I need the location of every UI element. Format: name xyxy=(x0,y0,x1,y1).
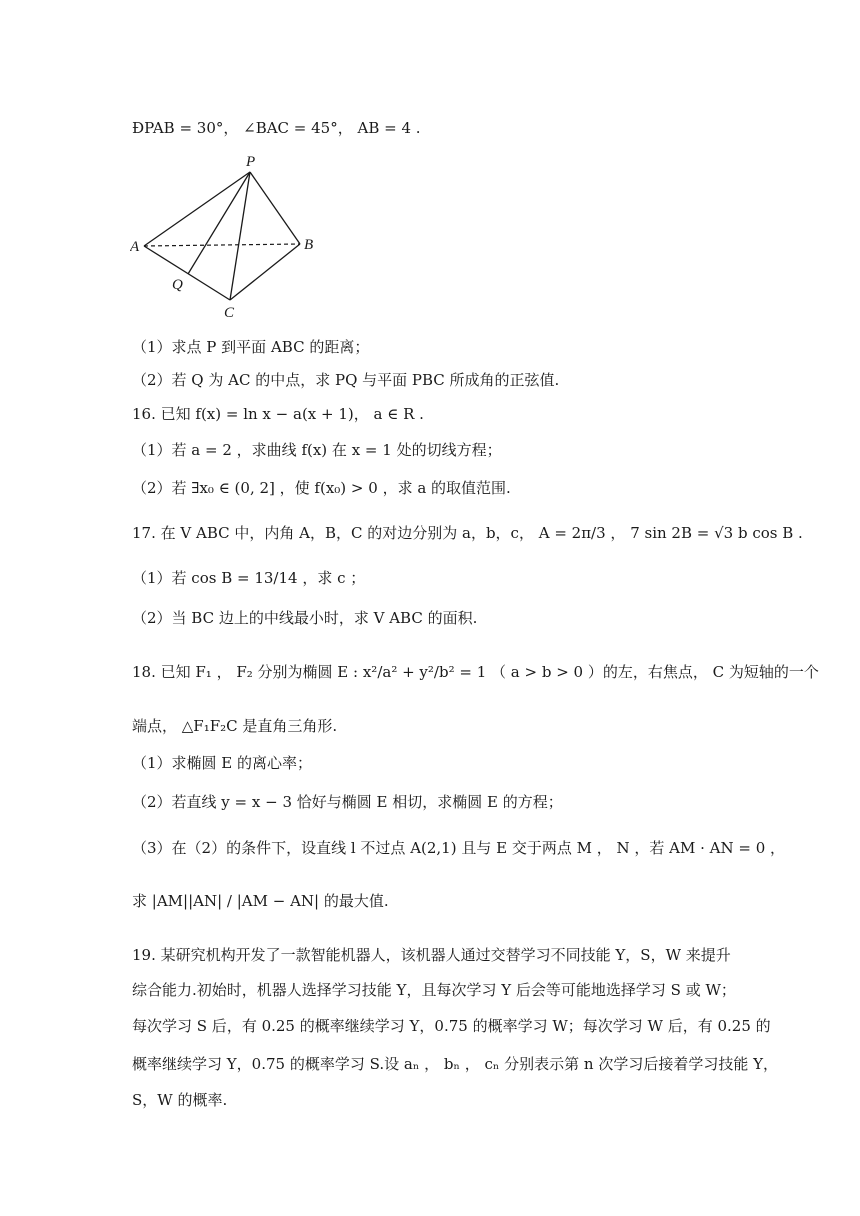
edge-pb xyxy=(250,172,300,244)
edge-ac xyxy=(144,246,230,300)
edge-pq xyxy=(188,172,250,274)
q18-part2: （2）若直线 y = x − 3 恰好与椭圆 E 相切，求椭圆 E 的方程； xyxy=(132,793,563,811)
q19-line5: S，W 的概率. xyxy=(132,1091,228,1109)
q18-stem-cont: 端点， △F₁F₂C 是直角三角形. xyxy=(132,717,338,735)
edge-pa xyxy=(144,172,250,246)
q19-stem: 19. 某研究机构开发了一款智能机器人，该机器人通过交替学习不同技能 Y，S，W 来提升 xyxy=(132,946,731,964)
edge-pc xyxy=(230,172,250,300)
label-c: C xyxy=(224,305,235,320)
q18-stem: 18. 已知 F₁ ， F₂ 分别为椭圆 E : x²/a² + y²/b² = 1 （ a > b > 0 ）的左，右焦点， C 为短轴的一个 xyxy=(132,663,819,681)
label-a: A xyxy=(130,239,140,255)
q19-line2: 综合能力.初始时，机器人选择学习技能 Y，且每次学习 Y 后会等可能地选择学习 S 或 W； xyxy=(132,981,736,999)
condition-line: ÐPAB = 30°， ∠BAC = 45°， AB = 4 . xyxy=(132,119,421,137)
q18-part3: （3）在（2）的条件下，设直线 l 不过点 A(2,1) 且与 E 交于两点 M ， N ，若 AM · AN = 0 ， xyxy=(132,839,786,857)
label-b: B xyxy=(304,237,314,253)
pyramid-figure xyxy=(130,150,320,320)
q17-part2: （2）当 BC 边上的中线最小时，求 V ABC 的面积. xyxy=(132,609,478,627)
q16-part1: （1）若 a = 2 ，求曲线 f(x) 在 x = 1 处的切线方程； xyxy=(132,441,502,459)
label-p: P xyxy=(246,154,256,170)
q19-line3: 每次学习 S 后，有 0.25 的概率继续学习 Y，0.75 的概率学习 W；每次学习 W 后，有 0.25 的 xyxy=(132,1017,771,1035)
q17-stem: 17. 在 V ABC 中，内角 A，B，C 的对边分别为 a，b，c， A = 2π/3 ， 7 sin 2B = √3 b cos B . xyxy=(132,524,803,542)
label-q: Q xyxy=(172,277,183,293)
q19-line4: 概率继续学习 Y，0.75 的概率学习 S.设 aₙ ， bₙ ， cₙ 分别表示第 n 次学习后接着学习技能 Y， xyxy=(132,1055,779,1073)
edge-ab-hidden xyxy=(144,244,300,246)
edge-bc xyxy=(230,244,300,300)
q16-part2: （2）若 ∃x₀ ∈ (0, 2] ，使 f(x₀) > 0 ，求 a 的取值范围. xyxy=(132,479,511,497)
q15-part1: （1）求点 P 到平面 ABC 的距离； xyxy=(132,338,370,356)
q17-part1: （1）若 cos B = 13/14 ，求 c ； xyxy=(132,569,366,587)
q15-part2: （2）若 Q 为 AC 的中点，求 PQ 与平面 PBC 所成角的正弦值. xyxy=(132,371,560,389)
q18-part1: （1）求椭圆 E 的离心率； xyxy=(132,754,313,772)
q16-stem: 16. 已知 f(x) = ln x − a(x + 1)， a ∈ R . xyxy=(132,405,424,423)
q18-part3-cont: 求 |AM||AN| / |AM − AN| 的最大值. xyxy=(132,892,389,910)
